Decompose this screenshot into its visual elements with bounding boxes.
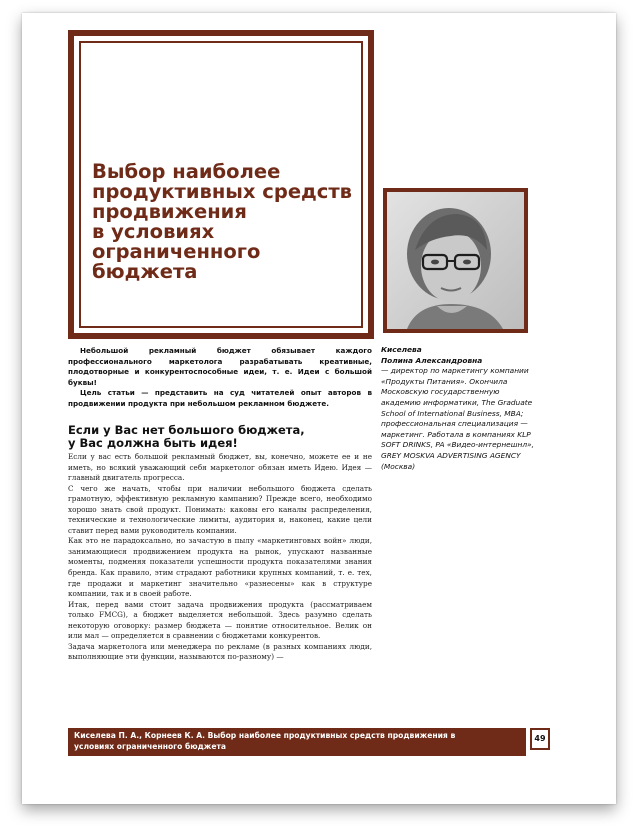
author-city: (Москва) (381, 461, 416, 471)
author-photo (383, 188, 528, 333)
lead-paragraph: Небольшой рекламный бюджет обязывает каждого профессионального маркетолога разрабатывать креативные, плодотворные и конкурентоспособные идеи, т. е. Идеи с большой буквы! (68, 346, 372, 387)
footer-citation: Киселева П. А., Корнеев К. А. Выбор наиболее продуктивных средств продвижения в условиях ограниченного бюджета (74, 731, 456, 751)
author-name: Киселева Полина Александровна (381, 345, 483, 365)
article-body (68, 452, 372, 724)
article-title: Выбор наиболее продуктивных средств продвижения в условиях ограниченного бюджета (92, 160, 352, 283)
body-paragraph: Задача маркетолога или менеджера по рекламе (в разных компаниях люди, выполняющие эти функции, называются по-разному) — (68, 641, 372, 662)
page-number: 49 (530, 728, 550, 750)
article-lead (68, 346, 372, 409)
body-paragraph: Как это не парадоксально, но зачастую в пылу «маркетинговых войн» люди, занимающиеся продвижением продукта на рынок, упускают названные моменты, подменяя показатели успешности продукта показателями знания бренда. Как правило, этим страдают работники крупных компаний, т. е. тех, где продажи и маркетинг значительно «разнесены» как в структуре компании, так и в своей работе. (68, 536, 372, 599)
section-heading: Если у Вас нет большого бюджета, у Вас должна быть идея! (68, 423, 305, 450)
author-info (381, 345, 541, 472)
body-paragraph: Если у вас есть большой рекламный бюджет, вы, конечно, можете ее и не иметь, но всякий уважающий себя маркетолог обязан иметь Идею. Идея — главный двигатель прогресса. (68, 452, 372, 483)
body-paragraph: С чего же начать, чтобы при наличии небольшого бюджета сделать грамотную, эффективную рекламную кампанию? Прежде всего, необходимо хорошо знать свой продукт. Понимать: каковы его каналы распределения, технические и технологические лимиты, аудитория и, наконец, какие цели ставит перед вами руководитель компании. (68, 483, 372, 535)
author-portrait-image (387, 192, 524, 329)
lead-paragraph: Цель статьи — представить на суд читателей опыт авторов в продвижении продукта при небольшом рекламном бюджете. (68, 388, 372, 408)
author-description: — директор по маркетингу компании «Продукты Питания». Окончила Московскую государственную академию информатики, The Graduate School of International Business, MBA; профессиональная специализация — маркетинг. Работала в компаниях KLP SOFT DRINKS, PA «Видео-интернешнл», GREY MOSKVA ADVERTISING AGENCY (381, 366, 534, 460)
body-paragraph: Итак, перед вами стоит задача продвижения продукта (рассматриваем только FMCG), а бюджет выделяется небольшой. Здесь разумно сделать некоторую оговорку: размер бюджета — понятие относительное. Велик он или мал — определяется в сравнении с бюджетами конкурентов. (68, 599, 372, 641)
